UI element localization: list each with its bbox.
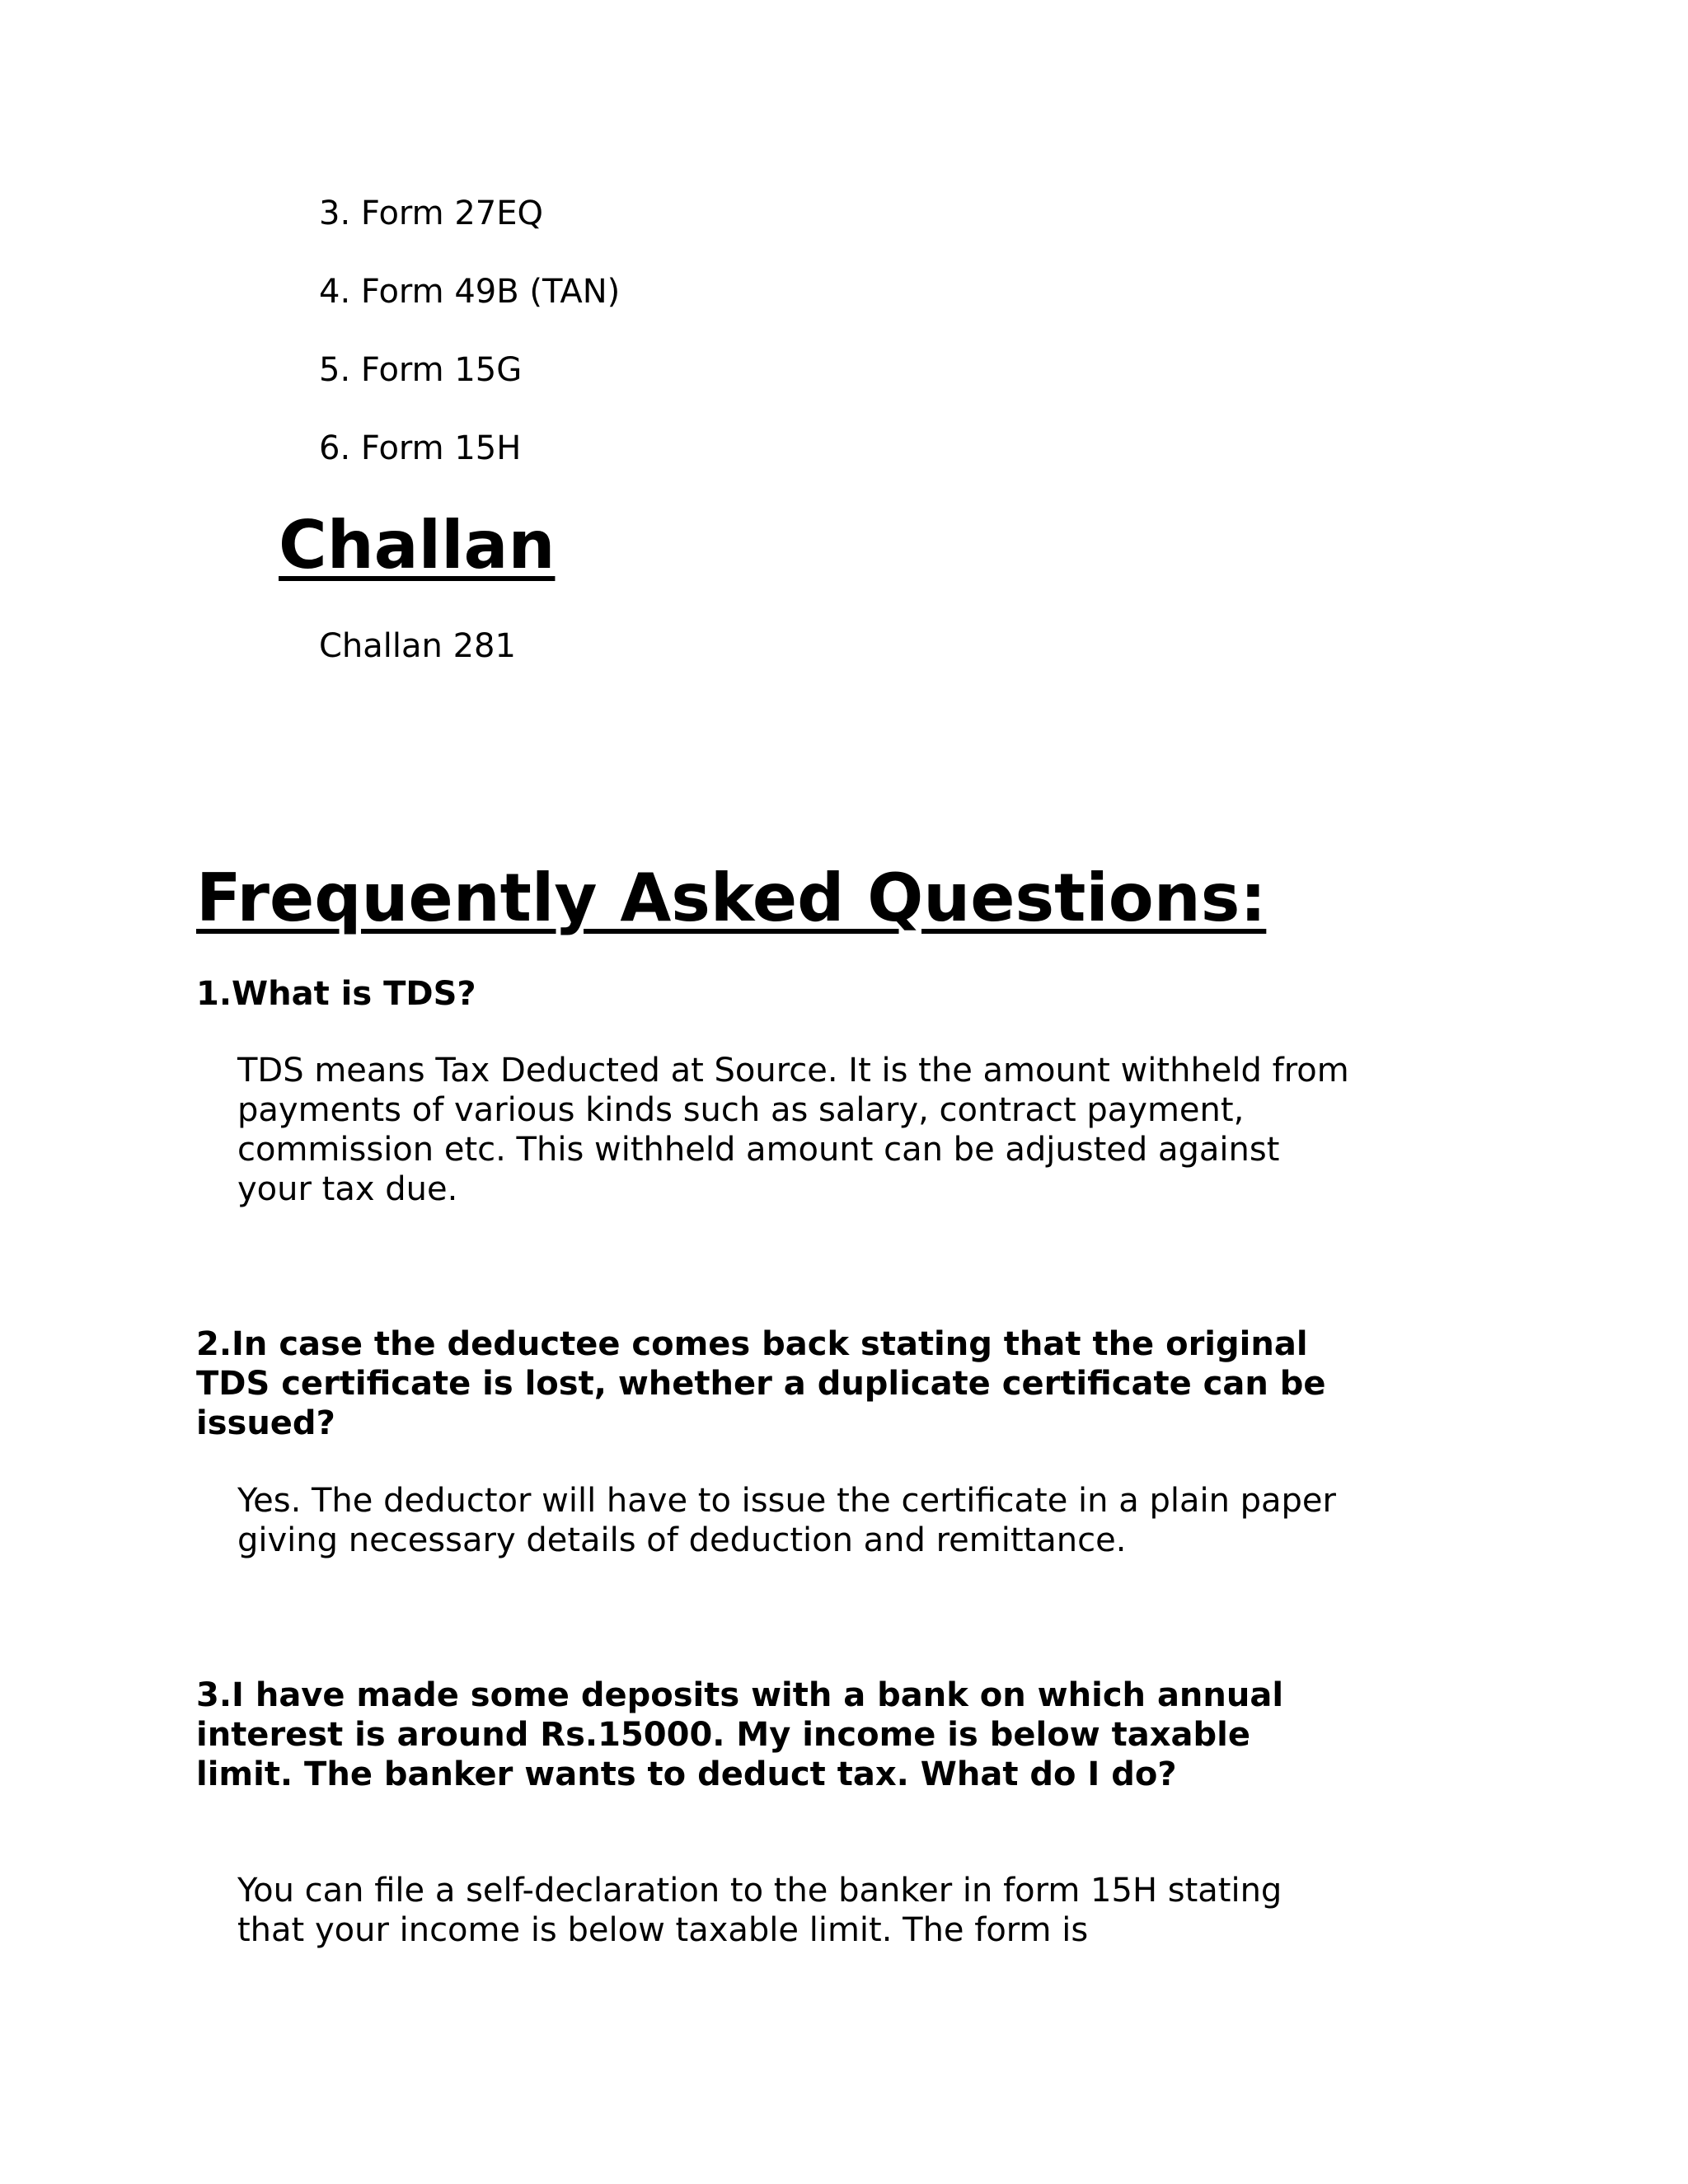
- faq-answer-1: TDS means Tax Deducted at Source. It is the amount withheld from payments of various kinds such as salary, contract payment, commission etc. This withheld amount can be adjusted against your tax due.: [237, 1052, 1349, 1208]
- faq-question-1: 1.What is TDS?: [196, 975, 476, 1013]
- forms-list: [319, 194, 620, 507]
- list-item: 6. Form 15H: [319, 429, 522, 467]
- list-item: 4. Form 49B (TAN): [319, 273, 621, 311]
- challan-text: Challan 281: [319, 627, 516, 665]
- faq-answer-3: You can file a self-declaration to the banker in form 15H stating that your income is below taxable limit. The form is: [237, 1872, 1282, 1949]
- faq-heading: Frequently Asked Questions:: [196, 860, 1267, 936]
- faq-question-3: 3.I have made some deposits with a bank on which annual interest is around Rs.15000. My income is below taxable limit. The banker wants to deduct tax. What do I do?: [196, 1676, 1284, 1793]
- list-item: 5. Form 15G: [319, 351, 523, 389]
- list-item: 3. Form 27EQ: [319, 194, 544, 232]
- challan-heading: Challan: [279, 507, 556, 583]
- faq-question-2: 2.In case the deductee comes back stating that the original TDS certificate is lost, whether a duplicate certificate can be issued?: [196, 1325, 1326, 1442]
- faq-answer-2: Yes. The deductor will have to issue the certificate in a plain paper giving necessary details of deduction and remittance.: [237, 1482, 1336, 1559]
